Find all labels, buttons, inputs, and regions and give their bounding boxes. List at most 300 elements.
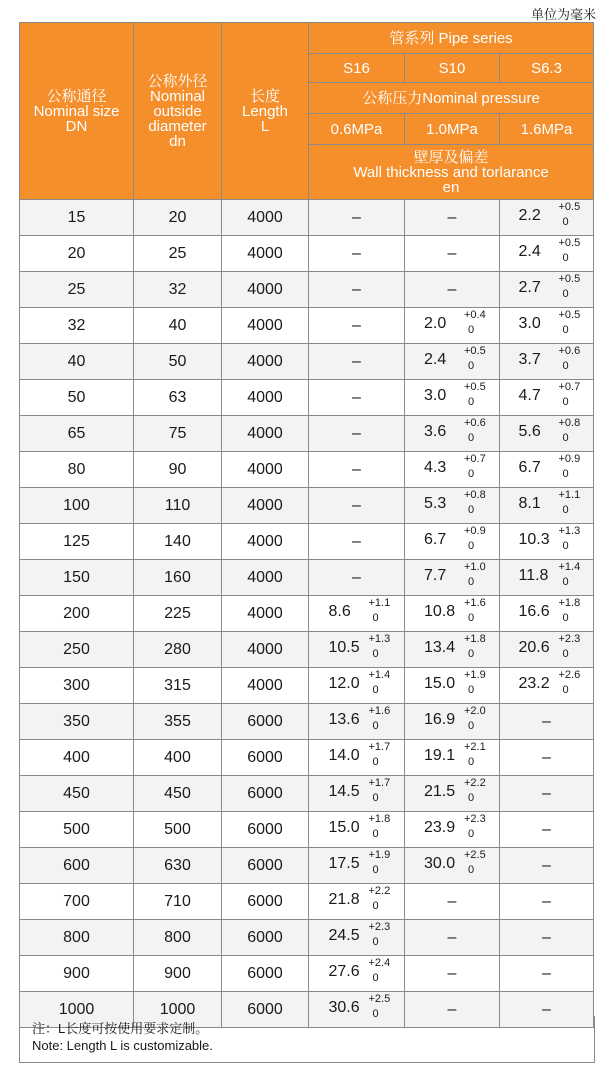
cell-od: 40 [134, 308, 222, 344]
empty-dash: – [352, 460, 361, 478]
cell-len: 4000 [222, 236, 309, 272]
table-row [20, 272, 594, 308]
thickness-value [414, 632, 490, 662]
thickness-value [414, 668, 490, 698]
tolerance-lower: 0 [562, 648, 569, 660]
thickness-main: 12.0 [328, 675, 360, 692]
tolerance-upper: +0.8 [464, 489, 486, 501]
cell-od: 32 [134, 272, 222, 308]
footnote-cn: 注：L长度可按使用要求定制。 [32, 1021, 209, 1036]
tolerance-lower: 0 [468, 540, 475, 552]
cell-thickness-s16 [309, 272, 405, 308]
tolerance-lower: 0 [468, 828, 475, 840]
cell-dn: 250 [20, 632, 134, 668]
cell-thickness-s63 [500, 524, 594, 560]
cell-dn: 125 [20, 524, 134, 560]
thickness-value [414, 776, 490, 806]
thickness-value [414, 488, 490, 518]
tolerance-upper: +1.8 [368, 813, 391, 825]
thickness-main: 2.4 [518, 243, 541, 260]
header-nominal-size: 公称通径 Nominal size DN [20, 23, 134, 200]
cell-od: 160 [134, 560, 222, 596]
thickness-value [509, 308, 585, 338]
tolerance-upper: +0.5 [464, 345, 486, 357]
cell-len: 4000 [222, 632, 309, 668]
thickness-value [319, 704, 395, 734]
thickness-value [509, 596, 585, 626]
cell-od: 50 [134, 344, 222, 380]
tolerance-upper: +1.8 [558, 597, 581, 609]
cell-thickness-s10 [405, 560, 500, 596]
cell-len: 4000 [222, 200, 309, 236]
tolerance-lower: 0 [468, 864, 475, 876]
table-body [20, 200, 594, 1028]
table-row [20, 884, 594, 920]
tolerance-upper: +0.5 [558, 309, 581, 321]
cell-thickness-s16 [309, 812, 405, 848]
cell-thickness-s16 [309, 884, 405, 920]
cell-thickness-s63 [500, 812, 594, 848]
tolerance-upper: +2.0 [464, 705, 486, 717]
cell-dn: 900 [20, 956, 134, 992]
empty-dash: – [352, 316, 361, 334]
thickness-main: 30.6 [328, 999, 360, 1016]
cell-thickness-s63 [500, 632, 594, 668]
tolerance-lower: 0 [562, 684, 569, 696]
thickness-main: 6.7 [518, 459, 541, 476]
cell-len: 4000 [222, 560, 309, 596]
thickness-value [509, 524, 585, 554]
tolerance-lower: 0 [468, 360, 475, 372]
cell-dn: 200 [20, 596, 134, 632]
thickness-main: 3.6 [424, 423, 447, 440]
tolerance-upper: +0.5 [558, 201, 581, 213]
tolerance-upper: +1.8 [464, 633, 486, 645]
tolerance-upper: +0.6 [558, 345, 581, 357]
table-row [20, 560, 594, 596]
cell-od: 110 [134, 488, 222, 524]
header-pressure-1-6: 1.6MPa [500, 114, 594, 145]
tolerance-lower: 0 [468, 792, 475, 804]
empty-dash: – [542, 820, 551, 838]
tolerance-lower: 0 [562, 432, 569, 444]
cell-len: 4000 [222, 416, 309, 452]
tolerance-upper: +1.3 [368, 633, 391, 645]
tolerance-upper: +0.5 [464, 381, 486, 393]
table-row [20, 956, 594, 992]
cell-thickness-s16 [309, 596, 405, 632]
cell-thickness-s16 [309, 704, 405, 740]
tolerance-upper: +0.9 [558, 453, 581, 465]
tolerance-lower: 0 [468, 432, 475, 444]
thickness-main: 4.7 [518, 387, 541, 404]
thickness-value [319, 920, 395, 950]
tolerance-lower: 0 [562, 396, 569, 408]
tolerance-upper: +2.1 [464, 741, 486, 753]
tolerance-upper: +1.1 [368, 597, 391, 609]
cell-len: 4000 [222, 668, 309, 704]
table-row [20, 596, 594, 632]
cell-thickness-s10 [405, 812, 500, 848]
cell-len: 4000 [222, 596, 309, 632]
thickness-value [414, 452, 490, 482]
thickness-main: 8.6 [328, 603, 351, 620]
table-row [20, 488, 594, 524]
tolerance-lower: 0 [562, 360, 569, 372]
cell-dn: 20 [20, 236, 134, 272]
cell-dn: 32 [20, 308, 134, 344]
table-row [20, 848, 594, 884]
empty-dash: – [447, 1000, 457, 1018]
empty-dash: – [447, 928, 457, 946]
tolerance-upper: +1.6 [368, 705, 391, 717]
thickness-value [319, 776, 395, 806]
cell-thickness-s10 [405, 884, 500, 920]
cell-len: 6000 [222, 884, 309, 920]
thickness-main: 7.7 [424, 567, 447, 584]
thickness-value [414, 416, 490, 446]
tolerance-upper: +2.2 [464, 777, 486, 789]
tolerance-lower: 0 [562, 504, 569, 516]
cell-thickness-s10 [405, 452, 500, 488]
thickness-value [509, 380, 585, 410]
empty-dash: – [447, 280, 457, 298]
table-row [20, 416, 594, 452]
thickness-value [319, 848, 395, 878]
thickness-main: 24.5 [328, 927, 360, 944]
empty-dash: – [352, 568, 361, 586]
cell-dn: 500 [20, 812, 134, 848]
tolerance-lower: 0 [468, 396, 475, 408]
cell-thickness-s16 [309, 956, 405, 992]
thickness-main: 3.0 [518, 315, 541, 332]
thickness-value [319, 884, 395, 914]
thickness-main: 15.0 [328, 819, 360, 836]
tolerance-upper: +1.3 [558, 525, 581, 537]
tolerance-upper: +0.8 [558, 417, 581, 429]
cell-thickness-s10 [405, 596, 500, 632]
tolerance-upper: +0.6 [464, 417, 486, 429]
empty-dash: – [352, 280, 361, 298]
empty-dash: – [352, 496, 361, 514]
cell-thickness-s63 [500, 740, 594, 776]
empty-dash: – [542, 856, 551, 874]
table-row [20, 704, 594, 740]
thickness-main: 16.9 [424, 711, 456, 728]
cell-thickness-s63 [500, 344, 594, 380]
cell-thickness-s63 [500, 776, 594, 812]
cell-len: 4000 [222, 380, 309, 416]
header-wall-thickness: 壁厚及偏差 Wall thickness and torlarance en [309, 145, 594, 200]
cell-od: 710 [134, 884, 222, 920]
cell-od: 1000 [134, 992, 222, 1028]
cell-len: 4000 [222, 488, 309, 524]
cell-thickness-s10 [405, 668, 500, 704]
tolerance-lower: 0 [372, 684, 379, 696]
cell-len: 4000 [222, 452, 309, 488]
empty-dash: – [542, 928, 551, 946]
thickness-main: 14.0 [328, 747, 360, 764]
tolerance-upper: +1.9 [464, 669, 486, 681]
tolerance-lower: 0 [468, 684, 475, 696]
thickness-main: 23.2 [518, 675, 550, 692]
tolerance-upper: +1.7 [368, 741, 391, 753]
cell-thickness-s10 [405, 740, 500, 776]
thickness-value [414, 560, 490, 590]
cell-thickness-s16 [309, 632, 405, 668]
thickness-value [414, 740, 490, 770]
cell-od: 75 [134, 416, 222, 452]
cell-thickness-s16 [309, 452, 405, 488]
cell-thickness-s16 [309, 920, 405, 956]
thickness-value [319, 956, 395, 986]
cell-dn: 700 [20, 884, 134, 920]
thickness-main: 3.0 [424, 387, 447, 404]
cell-thickness-s63 [500, 200, 594, 236]
cell-thickness-s10 [405, 416, 500, 452]
cell-thickness-s16 [309, 668, 405, 704]
cell-thickness-s16 [309, 740, 405, 776]
table-row [20, 308, 594, 344]
thickness-main: 5.3 [424, 495, 447, 512]
cell-thickness-s63 [500, 488, 594, 524]
thickness-value [414, 596, 490, 626]
cell-thickness-s16 [309, 416, 405, 452]
thickness-main: 20.6 [518, 639, 550, 656]
cell-thickness-s10 [405, 848, 500, 884]
cell-od: 400 [134, 740, 222, 776]
tolerance-lower: 0 [468, 756, 475, 768]
table-row [20, 920, 594, 956]
empty-dash: – [447, 964, 457, 982]
tolerance-upper: +2.5 [368, 993, 391, 1005]
table-row [20, 200, 594, 236]
tolerance-lower: 0 [468, 324, 475, 336]
cell-dn: 450 [20, 776, 134, 812]
cell-thickness-s63 [500, 380, 594, 416]
thickness-main: 3.7 [518, 351, 541, 368]
thickness-value [509, 560, 585, 590]
cell-od: 315 [134, 668, 222, 704]
header-pipe-series: 管系列 Pipe series [309, 23, 594, 54]
thickness-main: 23.9 [424, 819, 456, 836]
cell-od: 800 [134, 920, 222, 956]
thickness-value [509, 200, 585, 230]
thickness-main: 17.5 [328, 855, 360, 872]
table-row [20, 452, 594, 488]
cell-dn: 40 [20, 344, 134, 380]
cell-len: 6000 [222, 956, 309, 992]
header-length: 长度 Length L [222, 23, 309, 200]
cell-dn: 350 [20, 704, 134, 740]
cell-thickness-s10 [405, 236, 500, 272]
cell-thickness-s16 [309, 488, 405, 524]
header-series-s10: S10 [405, 54, 500, 83]
cell-od: 63 [134, 380, 222, 416]
tolerance-upper: +0.5 [558, 237, 581, 249]
thickness-main: 21.5 [424, 783, 456, 800]
thickness-main: 27.6 [328, 963, 360, 980]
tolerance-upper: +1.4 [558, 561, 581, 573]
tolerance-lower: 0 [468, 720, 475, 732]
unit-note: 单位为毫米 [530, 7, 596, 22]
tolerance-upper: +2.5 [464, 849, 486, 861]
tolerance-lower: 0 [468, 504, 475, 516]
tolerance-upper: +1.4 [368, 669, 391, 681]
empty-dash: – [542, 784, 551, 802]
empty-dash: – [542, 964, 551, 982]
tolerance-lower: 0 [372, 900, 379, 912]
cell-thickness-s16 [309, 236, 405, 272]
thickness-value [414, 344, 490, 374]
cell-od: 140 [134, 524, 222, 560]
tolerance-upper: +1.6 [464, 597, 486, 609]
header-series-s6-3: S6.3 [500, 54, 594, 83]
thickness-value [414, 704, 490, 734]
footnote-en: Note: Length L is customizable. [32, 1038, 213, 1053]
thickness-main: 2.4 [424, 351, 447, 368]
cell-od: 500 [134, 812, 222, 848]
thickness-main: 15.0 [424, 675, 456, 692]
table-row [20, 344, 594, 380]
tolerance-lower: 0 [372, 792, 379, 804]
table-row [20, 380, 594, 416]
thickness-main: 10.8 [424, 603, 456, 620]
cell-thickness-s16 [309, 560, 405, 596]
tolerance-upper: +2.3 [368, 921, 391, 933]
thickness-value [414, 812, 490, 842]
cell-thickness-s63 [500, 236, 594, 272]
cell-thickness-s63 [500, 452, 594, 488]
empty-dash: – [352, 244, 361, 262]
cell-dn: 400 [20, 740, 134, 776]
thickness-main: 11.8 [518, 567, 549, 584]
thickness-main: 2.7 [518, 279, 541, 296]
cell-len: 6000 [222, 920, 309, 956]
tolerance-lower: 0 [562, 576, 569, 588]
thickness-main: 6.7 [424, 531, 447, 548]
thickness-main: 4.3 [424, 459, 447, 476]
header-nominal-pressure: 公称压力Nominal pressure [309, 83, 594, 114]
cell-od: 25 [134, 236, 222, 272]
tolerance-lower: 0 [372, 1008, 379, 1020]
cell-thickness-s10 [405, 344, 500, 380]
cell-dn: 1000 [20, 992, 134, 1028]
cell-od: 20 [134, 200, 222, 236]
cell-len: 6000 [222, 704, 309, 740]
tolerance-upper: +0.9 [464, 525, 486, 537]
empty-dash: – [447, 244, 457, 262]
tolerance-upper: +0.4 [464, 309, 486, 321]
cell-len: 6000 [222, 776, 309, 812]
cell-thickness-s16 [309, 524, 405, 560]
cell-len: 6000 [222, 992, 309, 1028]
tolerance-lower: 0 [372, 756, 379, 768]
tolerance-upper: +1.7 [368, 777, 391, 789]
tolerance-upper: +0.7 [558, 381, 581, 393]
thickness-main: 30.0 [424, 855, 456, 872]
thickness-main: 2.0 [424, 315, 447, 332]
cell-dn: 300 [20, 668, 134, 704]
cell-thickness-s63 [500, 416, 594, 452]
cell-thickness-s10 [405, 632, 500, 668]
table-row [20, 776, 594, 812]
thickness-value [509, 272, 585, 302]
thickness-value [509, 416, 585, 446]
tolerance-lower: 0 [372, 828, 379, 840]
thickness-main: 19.1 [424, 747, 456, 764]
cell-thickness-s63 [500, 560, 594, 596]
cell-thickness-s10 [405, 704, 500, 740]
cell-dn: 150 [20, 560, 134, 596]
cell-dn: 65 [20, 416, 134, 452]
header-outside-diameter: 公称外径 Nominal outside diameter dn [134, 23, 222, 200]
cell-thickness-s63 [500, 920, 594, 956]
tolerance-lower: 0 [562, 252, 569, 264]
cell-dn: 80 [20, 452, 134, 488]
cell-od: 90 [134, 452, 222, 488]
tolerance-lower: 0 [468, 468, 475, 480]
thickness-main: 5.6 [518, 423, 541, 440]
thickness-main: 21.8 [328, 891, 360, 908]
thickness-value [509, 452, 585, 482]
table-row [20, 812, 594, 848]
cell-thickness-s16 [309, 200, 405, 236]
cell-thickness-s10 [405, 272, 500, 308]
thickness-value [319, 812, 395, 842]
header-pressure-0-6: 0.6MPa [309, 114, 405, 145]
empty-dash: – [352, 352, 361, 370]
thickness-main: 16.6 [518, 603, 550, 620]
cell-len: 6000 [222, 740, 309, 776]
cell-thickness-s10 [405, 308, 500, 344]
tolerance-lower: 0 [372, 612, 379, 624]
cell-od: 280 [134, 632, 222, 668]
cell-thickness-s10 [405, 956, 500, 992]
thickness-value [509, 668, 585, 698]
tolerance-lower: 0 [468, 612, 475, 624]
cell-dn: 15 [20, 200, 134, 236]
cell-thickness-s10 [405, 524, 500, 560]
thickness-value [319, 740, 395, 770]
cell-thickness-s63 [500, 956, 594, 992]
tolerance-upper: +2.4 [368, 957, 391, 969]
tolerance-lower: 0 [372, 720, 379, 732]
cell-thickness-s63 [500, 272, 594, 308]
cell-thickness-s10 [405, 200, 500, 236]
empty-dash: – [352, 208, 361, 226]
table-row [20, 668, 594, 704]
cell-dn: 800 [20, 920, 134, 956]
cell-od: 355 [134, 704, 222, 740]
pipe-spec-table [19, 22, 594, 1028]
header-pressure-1-0: 1.0MPa [405, 114, 500, 145]
empty-dash: – [542, 712, 551, 730]
table-row [20, 524, 594, 560]
cell-len: 6000 [222, 812, 309, 848]
cell-dn: 600 [20, 848, 134, 884]
thickness-main: 2.2 [518, 207, 541, 224]
thickness-value [319, 632, 395, 662]
header-series-s16: S16 [309, 54, 405, 83]
empty-dash: – [542, 892, 551, 910]
cell-od: 450 [134, 776, 222, 812]
thickness-value [509, 488, 585, 518]
cell-od: 900 [134, 956, 222, 992]
tolerance-lower: 0 [372, 972, 379, 984]
empty-dash: – [542, 748, 551, 766]
thickness-value [414, 848, 490, 878]
